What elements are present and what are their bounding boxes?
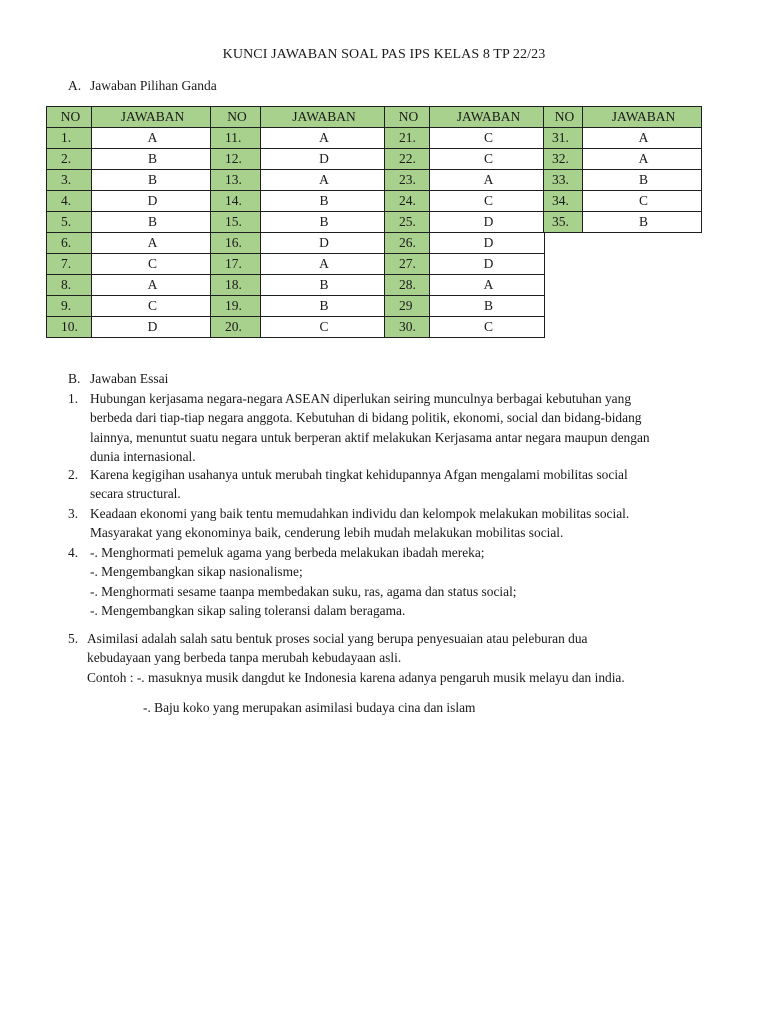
essay-line: -. Menghormati pemeluk agama yang berbeda melakukan ibadah mereka; bbox=[90, 545, 485, 560]
essay-line: secara structural. bbox=[90, 486, 181, 502]
question-number: 14. bbox=[211, 191, 261, 212]
answer-key: A bbox=[430, 170, 545, 191]
answer-key: B bbox=[583, 170, 702, 191]
answer-key: B bbox=[92, 170, 211, 191]
question-number: 30. bbox=[385, 317, 430, 338]
question-number: 5. bbox=[47, 212, 92, 233]
question-number: 4. bbox=[47, 191, 92, 212]
essay-answer bbox=[87, 629, 728, 687]
question-number: 2. bbox=[47, 149, 92, 170]
header-no: NO bbox=[47, 107, 92, 128]
question-number: 8. bbox=[47, 275, 92, 296]
section-b-label: Jawaban Essai bbox=[90, 371, 169, 386]
table-header-row bbox=[544, 107, 702, 128]
answer-key: D bbox=[430, 254, 545, 275]
question-number: 31. bbox=[544, 128, 583, 149]
question-number: 33. bbox=[544, 170, 583, 191]
table-row bbox=[47, 149, 545, 170]
section-a-label: Jawaban Pilihan Ganda bbox=[90, 78, 217, 93]
essay-line: lainnya, menuntut suatu negara untuk berperan aktif melakukan Kerjasama antar negara maupun dengan bbox=[90, 429, 650, 445]
answer-key: A bbox=[261, 254, 385, 275]
table-row bbox=[544, 128, 702, 149]
question-number: 35. bbox=[544, 212, 583, 233]
header-answer: JAWABAN bbox=[430, 107, 545, 128]
answer-key: A bbox=[92, 233, 211, 254]
answer-key: D bbox=[430, 212, 545, 233]
table-row bbox=[47, 317, 545, 338]
question-number: 26. bbox=[385, 233, 430, 254]
answer-key: C bbox=[261, 317, 385, 338]
question-number: 17. bbox=[211, 254, 261, 275]
header-no: NO bbox=[385, 107, 430, 128]
table-row bbox=[47, 254, 545, 275]
essay-number: 3. bbox=[68, 506, 79, 521]
essay-line: Hubungan kerjasama negara-negara ASEAN diperlukan seiring munculnya berbagai kebutuhan yang bbox=[90, 391, 632, 406]
essay-line: Contoh : -. masuknya musik dangdut ke Indonesia karena adanya pengaruh musik melayu dan india. bbox=[87, 669, 625, 685]
answer-key: C bbox=[583, 191, 702, 212]
section-a-marker: A. bbox=[68, 78, 82, 93]
answer-key: D bbox=[261, 149, 385, 170]
answer-key: B bbox=[583, 212, 702, 233]
question-number: 15. bbox=[211, 212, 261, 233]
question-number: 10. bbox=[47, 317, 92, 338]
answer-key: C bbox=[430, 128, 545, 149]
essay-line: Asimilasi adalah salah satu bentuk proses social yang berupa penyesuaian atau peleburan dua bbox=[87, 631, 588, 646]
answer-key: D bbox=[92, 191, 211, 212]
question-number: 24. bbox=[385, 191, 430, 212]
essay-number: 2. bbox=[68, 467, 79, 482]
answer-key: D bbox=[92, 317, 211, 338]
answer-key: B bbox=[430, 296, 545, 317]
table-row bbox=[544, 170, 702, 191]
answer-key: C bbox=[92, 296, 211, 317]
essay-line: -. Mengembangkan sikap saling toleransi dalam beragama. bbox=[90, 602, 406, 618]
essay-answer bbox=[90, 504, 728, 543]
question-number: 1. bbox=[47, 128, 92, 149]
essay-line: -. Mengembangkan sikap nasionalisme; bbox=[90, 564, 303, 580]
essay-line: Masyarakat yang ekonominya baik, cenderung lebih mudah melakukan mobilitas social. bbox=[90, 525, 564, 541]
section-b-heading bbox=[68, 371, 168, 387]
answer-key: C bbox=[92, 254, 211, 275]
table-row bbox=[544, 212, 702, 233]
answer-key: A bbox=[430, 275, 545, 296]
table-row bbox=[47, 170, 545, 191]
essay-line: Karena kegigihan usahanya untuk merubah tingkat kehidupannya Afgan mengalami mobilitas social bbox=[90, 467, 628, 482]
answer-key: B bbox=[261, 296, 385, 317]
question-number: 13. bbox=[211, 170, 261, 191]
question-number: 11. bbox=[211, 128, 261, 149]
question-number: 25. bbox=[385, 212, 430, 233]
answer-key: B bbox=[261, 275, 385, 296]
question-number: 3. bbox=[47, 170, 92, 191]
header-no: NO bbox=[211, 107, 261, 128]
essay-line: Keadaan ekonomi yang baik tentu memudahkan individu dan kelompok melakukan mobilitas social. bbox=[90, 506, 630, 521]
question-number: 19. bbox=[211, 296, 261, 317]
answer-key: C bbox=[430, 149, 545, 170]
answer-key: A bbox=[261, 128, 385, 149]
table-row bbox=[47, 233, 545, 254]
table-row bbox=[544, 149, 702, 170]
essay-item-3 bbox=[68, 504, 728, 543]
question-number: 22. bbox=[385, 149, 430, 170]
question-number: 28. bbox=[385, 275, 430, 296]
essay-answer bbox=[90, 389, 728, 466]
answer-key: B bbox=[92, 149, 211, 170]
essay-item-5 bbox=[68, 629, 728, 687]
essay-answer bbox=[90, 465, 728, 504]
table-row bbox=[47, 191, 545, 212]
document-title: KUNCI JAWABAN SOAL PAS IPS KELAS 8 TP 22/23 bbox=[222, 47, 546, 62]
essay-item-1 bbox=[68, 389, 728, 466]
answer-key: D bbox=[430, 233, 545, 254]
question-number: 7. bbox=[47, 254, 92, 275]
table-row bbox=[47, 275, 545, 296]
question-number: 34. bbox=[544, 191, 583, 212]
question-number: 21. bbox=[385, 128, 430, 149]
essay-line: berbeda dari tiap-tiap negara anggota. Kebutuhan di bidang politik, ekonomi, social dan bidang-bidang bbox=[90, 410, 642, 426]
question-number: 20. bbox=[211, 317, 261, 338]
section-a-heading bbox=[68, 78, 217, 94]
question-number: 12. bbox=[211, 149, 261, 170]
essay-item-2 bbox=[68, 465, 728, 504]
question-number: 18. bbox=[211, 275, 261, 296]
question-number: 29 bbox=[385, 296, 430, 317]
answer-key: A bbox=[92, 128, 211, 149]
essay-number: 4. bbox=[68, 545, 79, 560]
answer-table-main bbox=[46, 106, 545, 338]
essay-line: dunia internasional. bbox=[90, 448, 196, 464]
question-number: 6. bbox=[47, 233, 92, 254]
question-number: 23. bbox=[385, 170, 430, 191]
header-no: NO bbox=[544, 107, 583, 128]
header-answer: JAWABAN bbox=[92, 107, 211, 128]
answer-key: B bbox=[261, 212, 385, 233]
answer-key: D bbox=[261, 233, 385, 254]
table-row bbox=[47, 128, 545, 149]
essay-line: -. Menghormati sesame taanpa membedakan suku, ras, agama dan status social; bbox=[90, 583, 517, 599]
essay-number: 5. bbox=[68, 631, 79, 646]
question-number: 27. bbox=[385, 254, 430, 275]
table-row bbox=[47, 296, 545, 317]
header-answer: JAWABAN bbox=[261, 107, 385, 128]
header-answer: JAWABAN bbox=[583, 107, 702, 128]
essay-answer bbox=[90, 543, 728, 620]
answer-table-side bbox=[543, 106, 702, 233]
answer-key: B bbox=[261, 191, 385, 212]
table-row bbox=[47, 212, 545, 233]
answer-key: A bbox=[583, 128, 702, 149]
question-number: 9. bbox=[47, 296, 92, 317]
question-number: 32. bbox=[544, 149, 583, 170]
answer-key: A bbox=[261, 170, 385, 191]
essay-item-4 bbox=[68, 543, 728, 620]
answer-key: B bbox=[92, 212, 211, 233]
essay-5-extra-example: -. Baju koko yang merupakan asimilasi budaya cina dan islam bbox=[143, 700, 476, 715]
essay-line: kebudayaan yang berbeda tanpa merubah kebudayaan asli. bbox=[87, 650, 402, 666]
section-b-marker: B. bbox=[68, 371, 81, 386]
answer-key: C bbox=[430, 317, 545, 338]
answer-key: C bbox=[430, 191, 545, 212]
question-number: 16. bbox=[211, 233, 261, 254]
table-row bbox=[544, 191, 702, 212]
answer-key: A bbox=[583, 149, 702, 170]
essay-number: 1. bbox=[68, 391, 79, 406]
table-header-row bbox=[47, 107, 545, 128]
answer-key: A bbox=[92, 275, 211, 296]
